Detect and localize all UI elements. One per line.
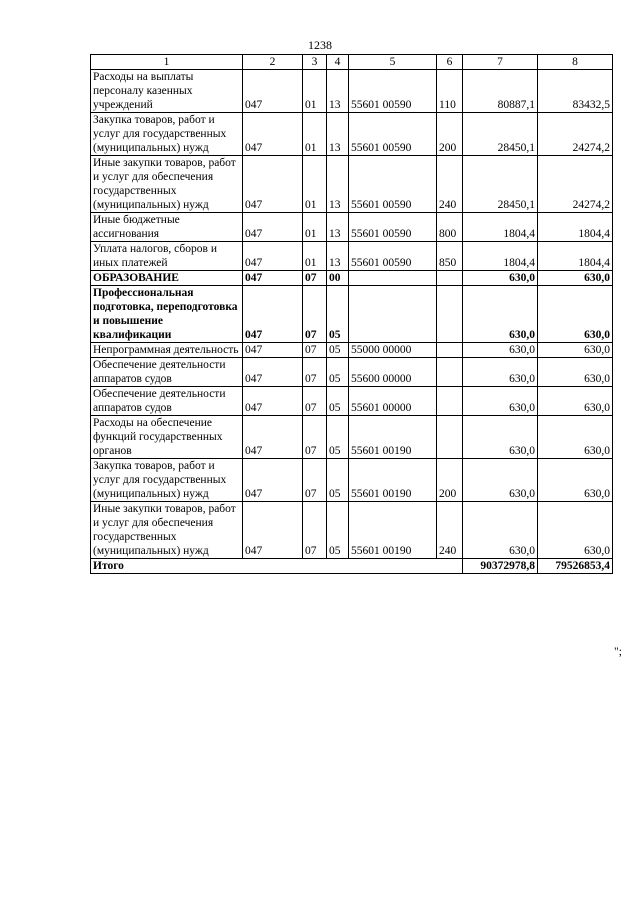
row-cell-c4: 05 xyxy=(327,459,349,502)
row-cell-c5 xyxy=(349,271,437,286)
total-label: Итого xyxy=(91,559,463,574)
row-cell-c6: 240 xyxy=(437,502,463,559)
row-cell-c7: 630,0 xyxy=(463,459,538,502)
row-name-cell: Профессиональная подготовка, переподготовка и повышение квалификации xyxy=(91,286,243,343)
row-name-cell: Обеспечение деятельности аппаратов судов xyxy=(91,387,243,416)
row-cell-c3: 07 xyxy=(303,459,327,502)
row-cell-c6: 800 xyxy=(437,213,463,242)
row-cell-c2: 047 xyxy=(243,358,303,387)
table-row xyxy=(91,242,613,271)
table-row xyxy=(91,502,613,559)
table-row xyxy=(91,156,613,213)
row-cell-c8: 24274,2 xyxy=(538,156,613,213)
row-cell-c7: 1804,4 xyxy=(463,242,538,271)
total-col7: 90372978,8 xyxy=(463,559,538,574)
column-header: 4 xyxy=(327,55,349,70)
row-cell-c7: 630,0 xyxy=(463,271,538,286)
row-cell-c8: 630,0 xyxy=(538,387,613,416)
row-name-cell: Иные закупки товаров, работ и услуг для обеспечения государственных (муниципальных) нужд xyxy=(91,156,243,213)
row-cell-c6 xyxy=(437,286,463,343)
row-cell-c3: 07 xyxy=(303,387,327,416)
row-cell-c7: 630,0 xyxy=(463,358,538,387)
row-cell-c4: 00 xyxy=(327,271,349,286)
row-name-cell: Иные бюджетные ассигнования xyxy=(91,213,243,242)
row-cell-c5 xyxy=(349,286,437,343)
row-cell-c7: 630,0 xyxy=(463,502,538,559)
row-cell-c5: 55601 00590 xyxy=(349,70,437,113)
row-cell-c3: 07 xyxy=(303,358,327,387)
row-cell-c5: 55601 00000 xyxy=(349,387,437,416)
row-name-cell: Иные закупки товаров, работ и услуг для обеспечения государственных (муниципальных) нужд xyxy=(91,502,243,559)
row-cell-c2: 047 xyxy=(243,70,303,113)
row-cell-c5: 55601 00590 xyxy=(349,113,437,156)
row-cell-c8: 630,0 xyxy=(538,416,613,459)
row-cell-c4: 13 xyxy=(327,156,349,213)
row-cell-c8: 630,0 xyxy=(538,343,613,358)
row-cell-c5: 55601 00590 xyxy=(349,242,437,271)
row-cell-c2: 047 xyxy=(243,286,303,343)
row-cell-c3: 07 xyxy=(303,343,327,358)
table-row xyxy=(91,343,613,358)
row-cell-c2: 047 xyxy=(243,113,303,156)
row-cell-c2: 047 xyxy=(243,271,303,286)
row-cell-c8: 630,0 xyxy=(538,271,613,286)
row-cell-c3: 07 xyxy=(303,271,327,286)
table-row xyxy=(91,416,613,459)
row-cell-c2: 047 xyxy=(243,213,303,242)
row-cell-c4: 05 xyxy=(327,358,349,387)
row-name-cell: Непрограммная деятельность xyxy=(91,343,243,358)
row-cell-c7: 28450,1 xyxy=(463,113,538,156)
row-cell-c3: 01 xyxy=(303,70,327,113)
table-row xyxy=(91,113,613,156)
total-col8: 79526853,4 xyxy=(538,559,613,574)
row-cell-c5: 55600 00000 xyxy=(349,358,437,387)
column-header: 2 xyxy=(243,55,303,70)
table-row xyxy=(91,271,613,286)
row-cell-c5: 55601 00590 xyxy=(349,156,437,213)
row-cell-c8: 630,0 xyxy=(538,502,613,559)
row-cell-c8: 83432,5 xyxy=(538,70,613,113)
row-cell-c6: 850 xyxy=(437,242,463,271)
row-cell-c6 xyxy=(437,271,463,286)
row-cell-c4: 05 xyxy=(327,416,349,459)
row-cell-c8: 1804,4 xyxy=(538,242,613,271)
row-cell-c6 xyxy=(437,358,463,387)
row-name-cell: Обеспечение деятельности аппаратов судов xyxy=(91,358,243,387)
row-cell-c5: 55601 00190 xyxy=(349,459,437,502)
row-cell-c6: 200 xyxy=(437,113,463,156)
column-header: 8 xyxy=(538,55,613,70)
row-cell-c8: 630,0 xyxy=(538,286,613,343)
trailing-mark: "; xyxy=(614,646,622,658)
header-row xyxy=(91,55,613,70)
row-name-cell: Закупка товаров, работ и услуг для государственных (муниципальных) нужд xyxy=(91,459,243,502)
row-name-cell: Расходы на обеспечение функций государственных органов xyxy=(91,416,243,459)
row-cell-c8: 630,0 xyxy=(538,358,613,387)
row-cell-c3: 07 xyxy=(303,286,327,343)
row-cell-c7: 630,0 xyxy=(463,286,538,343)
row-cell-c7: 630,0 xyxy=(463,343,538,358)
row-cell-c5: 55000 00000 xyxy=(349,343,437,358)
row-cell-c6 xyxy=(437,343,463,358)
table-row xyxy=(91,387,613,416)
row-cell-c6: 240 xyxy=(437,156,463,213)
table-body xyxy=(91,70,613,559)
column-header: 3 xyxy=(303,55,327,70)
row-cell-c5: 55601 00590 xyxy=(349,213,437,242)
row-cell-c2: 047 xyxy=(243,416,303,459)
row-cell-c3: 07 xyxy=(303,416,327,459)
row-cell-c4: 05 xyxy=(327,286,349,343)
row-cell-c6 xyxy=(437,387,463,416)
row-cell-c2: 047 xyxy=(243,459,303,502)
row-cell-c2: 047 xyxy=(243,502,303,559)
row-cell-c2: 047 xyxy=(243,242,303,271)
row-name-cell: Закупка товаров, работ и услуг для государственных (муниципальных) нужд xyxy=(91,113,243,156)
total-row xyxy=(91,559,613,574)
row-cell-c2: 047 xyxy=(243,343,303,358)
row-cell-c4: 05 xyxy=(327,387,349,416)
row-cell-c8: 1804,4 xyxy=(538,213,613,242)
row-name-cell: ОБРАЗОВАНИЕ xyxy=(91,271,243,286)
row-cell-c5: 55601 00190 xyxy=(349,416,437,459)
row-cell-c4: 13 xyxy=(327,242,349,271)
row-cell-c8: 630,0 xyxy=(538,459,613,502)
row-cell-c4: 05 xyxy=(327,343,349,358)
row-cell-c7: 630,0 xyxy=(463,387,538,416)
table-row xyxy=(91,213,613,242)
row-cell-c2: 047 xyxy=(243,156,303,213)
row-cell-c6: 200 xyxy=(437,459,463,502)
row-cell-c4: 05 xyxy=(327,502,349,559)
row-cell-c4: 13 xyxy=(327,70,349,113)
row-cell-c6 xyxy=(437,416,463,459)
table-row xyxy=(91,286,613,343)
row-cell-c7: 1804,4 xyxy=(463,213,538,242)
column-header: 1 xyxy=(91,55,243,70)
table-row xyxy=(91,70,613,113)
row-cell-c6: 110 xyxy=(437,70,463,113)
table-row xyxy=(91,358,613,387)
row-cell-c4: 13 xyxy=(327,213,349,242)
row-cell-c2: 047 xyxy=(243,387,303,416)
row-cell-c7: 80887,1 xyxy=(463,70,538,113)
row-cell-c5: 55601 00190 xyxy=(349,502,437,559)
page-number: 1238 xyxy=(308,38,332,52)
row-cell-c3: 01 xyxy=(303,156,327,213)
row-cell-c3: 01 xyxy=(303,113,327,156)
row-cell-c8: 24274,2 xyxy=(538,113,613,156)
row-name-cell: Уплата налогов, сборов и иных платежей xyxy=(91,242,243,271)
column-header: 6 xyxy=(437,55,463,70)
row-name-cell: Расходы на выплаты персоналу казенных учреждений xyxy=(91,70,243,113)
row-cell-c3: 01 xyxy=(303,242,327,271)
budget-table xyxy=(90,54,613,574)
table-row xyxy=(91,459,613,502)
row-cell-c7: 28450,1 xyxy=(463,156,538,213)
row-cell-c7: 630,0 xyxy=(463,416,538,459)
row-cell-c3: 01 xyxy=(303,213,327,242)
column-header: 5 xyxy=(349,55,437,70)
row-cell-c4: 13 xyxy=(327,113,349,156)
row-cell-c3: 07 xyxy=(303,502,327,559)
column-header: 7 xyxy=(463,55,538,70)
